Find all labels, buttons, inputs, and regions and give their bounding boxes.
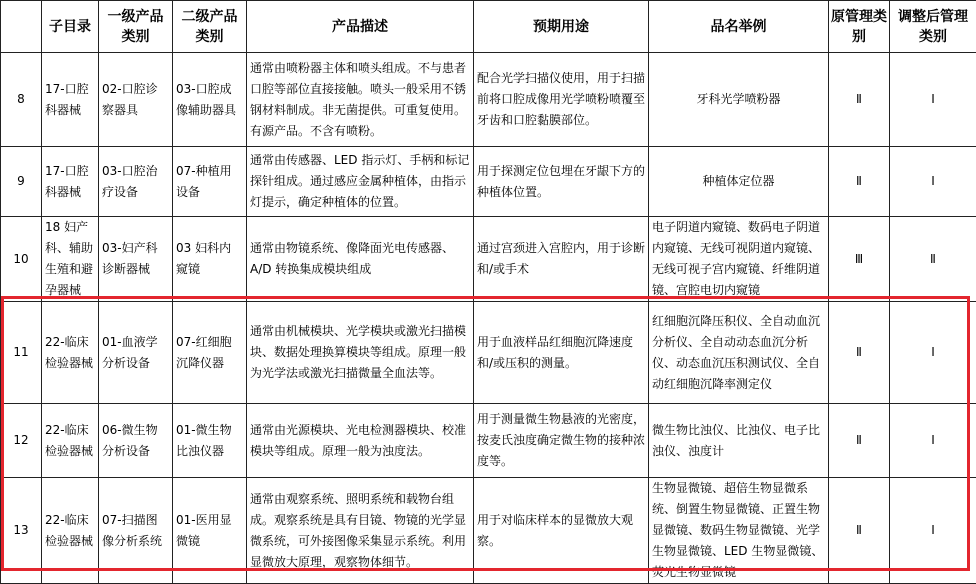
header-subdirectory: 子目录 [42,1,99,53]
examples-cell: 微生物比浊仪、比浊仪、电子比浊仪、浊度计 [649,404,829,478]
description-cell: 通常由喷粉器主体和喷头组成。不与患者口腔等部位直接接触。喷头一般采用不锈钢材料制成。非无菌提供。可重复使用。有源产品。不含有喷粉。 [247,53,474,147]
category-2-cell: 07-种植用设备 [173,147,247,217]
table-row [1,147,976,217]
category-2-cell: 03-口腔成像辅助器具 [173,53,247,147]
adjusted-class-cell: Ⅰ [890,147,976,217]
subdirectory-cell: 22-临床检验器械 [42,404,99,478]
table-row [1,302,976,404]
adjusted-class-cell: Ⅰ [890,478,976,584]
examples-cell: 种植体定位器 [649,147,829,217]
category-1-cell: 07-扫描图像分析系统 [99,478,173,584]
header-description: 产品描述 [247,1,474,53]
table-row [1,404,976,478]
description-cell: 通常由光源模块、光电检测器模块、校准模块等组成。原理一般为浊度法。 [247,404,474,478]
category-1-cell: 03-口腔治疗设备 [99,147,173,217]
examples-cell: 红细胞沉降压积仪、全自动血沉分析仪、全自动动态血沉分析仪、动态血沉压积测试仪、全自动红细胞沉降率测定仪 [649,302,829,404]
adjusted-class-cell: Ⅰ [890,302,976,404]
category-2-cell: 01-微生物比浊仪器 [173,404,247,478]
row-number: 10 [1,217,42,302]
intended-use-cell: 配合光学扫描仪使用，用于扫描前将口腔成像用光学喷粉喷覆至牙齿和口腔黏膜部位。 [474,53,649,147]
header-intended-use: 预期用途 [474,1,649,53]
category-1-cell: 02-口腔诊察器具 [99,53,173,147]
row-number: 9 [1,147,42,217]
header-index [1,1,42,53]
intended-use-cell: 用于对临床样本的显微放大观察。 [474,478,649,584]
examples-cell: 牙科光学喷粉器 [649,53,829,147]
adjusted-class-cell: Ⅰ [890,404,976,478]
category-1-cell: 06-微生物分析设备 [99,404,173,478]
original-class-cell: Ⅱ [829,147,890,217]
header-examples: 品名举例 [649,1,829,53]
table-row [1,478,976,584]
intended-use-cell: 用于测量微生物悬液的光密度，按麦氏浊度确定微生物的接种浓度等。 [474,404,649,478]
category-1-cell: 01-血液学分析设备 [99,302,173,404]
category-2-cell: 03 妇科内窥镜 [173,217,247,302]
row-number: 12 [1,404,42,478]
intended-use-cell: 通过宫颈进入宫腔内，用于诊断和/或手术 [474,217,649,302]
original-class-cell: Ⅱ [829,302,890,404]
description-cell: 通常由观察系统、照明系统和载物台组成。观察系统是具有目镜、物镜的光学显微系统，可外接图像采集显示系统。利用显微放大原理，观察物体细节。 [247,478,474,584]
adjusted-class-cell: Ⅰ [890,53,976,147]
intended-use-cell: 用于血液样品红细胞沉降速度和/或压积的测量。 [474,302,649,404]
header-original-class: 原管理类别 [829,1,890,53]
intended-use-cell: 用于探测定位包埋在牙龈下方的种植体位置。 [474,147,649,217]
header-adjusted-class: 调整后管理类别 [890,1,976,53]
adjusted-class-cell: Ⅱ [890,217,976,302]
row-number: 13 [1,478,42,584]
original-class-cell: Ⅱ [829,404,890,478]
header-row [1,1,976,53]
subdirectory-cell: 22-临床检验器械 [42,478,99,584]
table-row [1,53,976,147]
subdirectory-cell: 22-临床检验器械 [42,302,99,404]
header-category-2: 二级产品类别 [173,1,247,53]
row-number: 8 [1,53,42,147]
category-1-cell: 03-妇产科诊断器械 [99,217,173,302]
original-class-cell: Ⅱ [829,478,890,584]
examples-cell: 电子阴道内窥镜、数码电子阴道内窥镜、无线可视阴道内窥镜、无线可视子宫内窥镜、纤维阴道镜、宫腔电切内窥镜 [649,217,829,302]
description-cell: 通常由物镜系统、像降面光电传感器、A/D 转换集成模块组成 [247,217,474,302]
original-class-cell: Ⅱ [829,53,890,147]
subdirectory-cell: 17-口腔科器械 [42,53,99,147]
description-cell: 通常由传感器、LED 指示灯、手柄和标记探针组成。通过感应金属种植体，由指示灯提示，确定种植体的位置。 [247,147,474,217]
examples-cell: 生物显微镜、超倍生物显微系统、倒置生物显微镜、正置生物显微镜、数码生物显微镜、光学生物显微镜、LED 生物显微镜、荧光生物显微镜 [649,478,829,584]
table-row [1,217,976,302]
subdirectory-cell: 17-口腔科器械 [42,147,99,217]
original-class-cell: Ⅲ [829,217,890,302]
description-cell: 通常由机械模块、光学模块或激光扫描模块、数据处理换算模块等组成。原理一般为光学法或激光扫描微量全血法等。 [247,302,474,404]
subdirectory-cell: 18 妇产科、辅助生殖和避孕器械 [42,217,99,302]
category-2-cell: 07-红细胞沉降仪器 [173,302,247,404]
row-number: 11 [1,302,42,404]
header-category-1: 一级产品类别 [99,1,173,53]
category-2-cell: 01-医用显微镜 [173,478,247,584]
